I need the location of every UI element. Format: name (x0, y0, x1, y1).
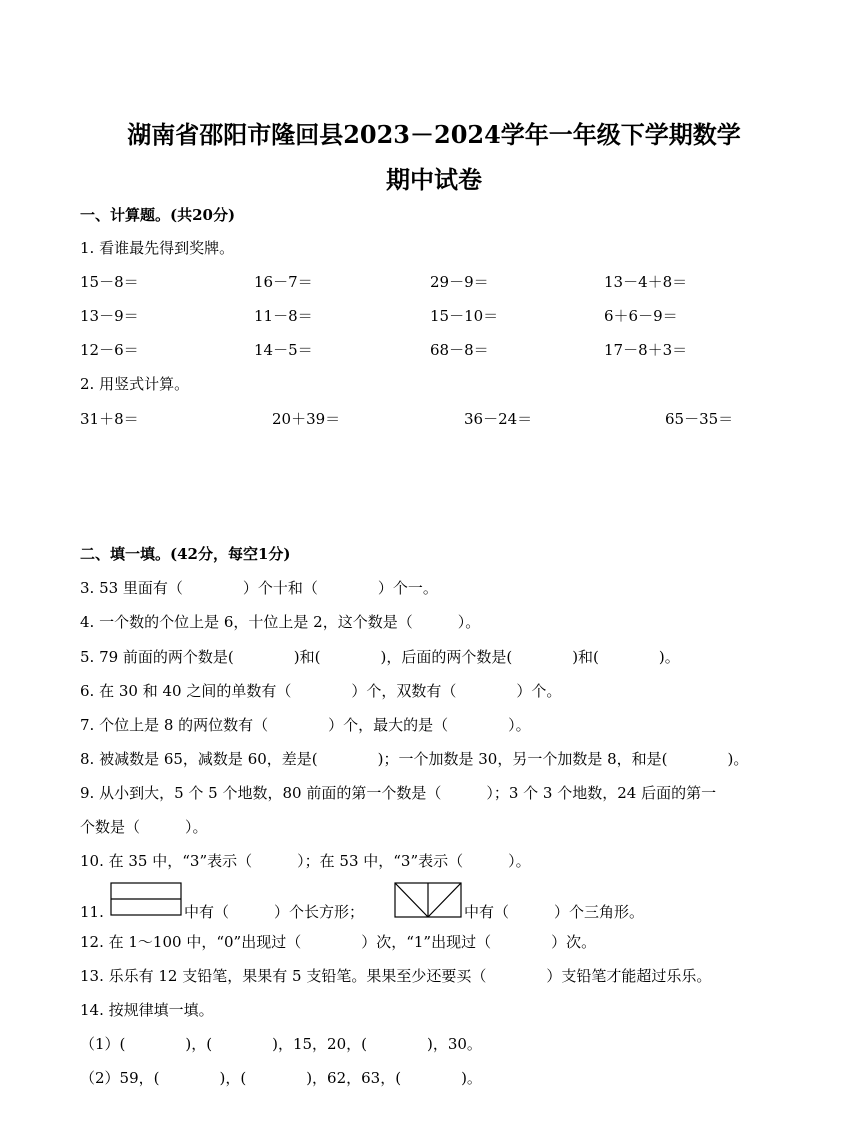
calc-item: 11－8＝ (254, 307, 313, 325)
question-1: 1. 看谁最先得到奖牌。 (80, 239, 235, 257)
question-9-line2: 个数是（ ）。 (80, 818, 208, 836)
rectangle-figure (110, 882, 182, 916)
vertical-calc-item: 36－24＝ (464, 410, 533, 428)
question-11-part1: 中有（ ）个长方形； (184, 903, 365, 921)
question-5: 5. 79 前面的两个数是( )和( )，后面的两个数是( )和( )。 (80, 648, 680, 666)
question-6: 6. 在 30 和 40 之间的单数有（ ）个，双数有（ ）个。 (80, 682, 562, 700)
vertical-calc-item: 65－35＝ (665, 410, 734, 428)
calc-item: 13－9＝ (80, 307, 139, 325)
section2-heading: 二、填一填。(42分，每空1分) (80, 545, 291, 563)
calc-item: 14－5＝ (254, 341, 313, 359)
calc-item: 15－10＝ (430, 307, 499, 325)
question-4: 4. 一个数的个位上是 6，十位上是 2，这个数是（ ）。 (80, 613, 481, 631)
exam-title-line2: 期中试卷 (386, 165, 482, 194)
calc-item: 6＋6－9＝ (604, 307, 678, 325)
calc-item: 12－6＝ (80, 341, 139, 359)
question-14: 14. 按规律填一填。 (80, 1001, 214, 1019)
calc-item: 29－9＝ (430, 273, 489, 291)
calc-item: 15－8＝ (80, 273, 139, 291)
calc-item: 16－7＝ (254, 273, 313, 291)
question-12: 12. 在 1～100 中，“0”出现过（ ）次，“1”出现过（ ）次。 (80, 933, 597, 951)
question-14-part2: （2）59，( )，( )，62，63，( )。 (80, 1069, 482, 1087)
question-11-number: 11. (80, 903, 104, 921)
question-10: 10. 在 35 中，“3”表示（ ）；在 53 中，“3”表示（ ）。 (80, 852, 531, 870)
vertical-calc-item: 20＋39＝ (272, 410, 341, 428)
question-14-part1: （1）( )，( )，15，20，( )，30。 (80, 1035, 482, 1053)
question-7: 7. 个位上是 8 的两位数有（ ）个，最大的是（ ）。 (80, 716, 531, 734)
calc-item: 13－4＋8＝ (604, 273, 688, 291)
question-8: 8. 被减数是 65，减数是 60，差是( )；一个加数是 30，另一个加数是 8，和是( )。 (80, 750, 749, 768)
question-2: 2. 用竖式计算。 (80, 375, 190, 393)
question-3: 3. 53 里面有（ ）个十和（ ）个一。 (80, 579, 438, 597)
question-13: 13. 乐乐有 12 支铅笔，果果有 5 支铅笔。果果至少还要买（ ）支铅笔才能超过乐乐。 (80, 967, 712, 985)
calc-item: 17－8＋3＝ (604, 341, 688, 359)
vertical-calc-item: 31＋8＝ (80, 410, 139, 428)
question-11-part2: 中有（ ）个三角形。 (464, 903, 645, 921)
calc-item: 68－8＝ (430, 341, 489, 359)
triangle-figure (394, 882, 462, 918)
question-9-line1: 9. 从小到大，5 个 5 个地数，80 前面的第一个数是（ ）；3 个 3 个地数，24 后面的第一 (80, 784, 717, 802)
section1-heading: 一、计算题。(共20分) (80, 206, 236, 224)
exam-title-line1: 湖南省邵阳市隆回县2023－2024学年一年级下学期数学 (127, 120, 741, 149)
